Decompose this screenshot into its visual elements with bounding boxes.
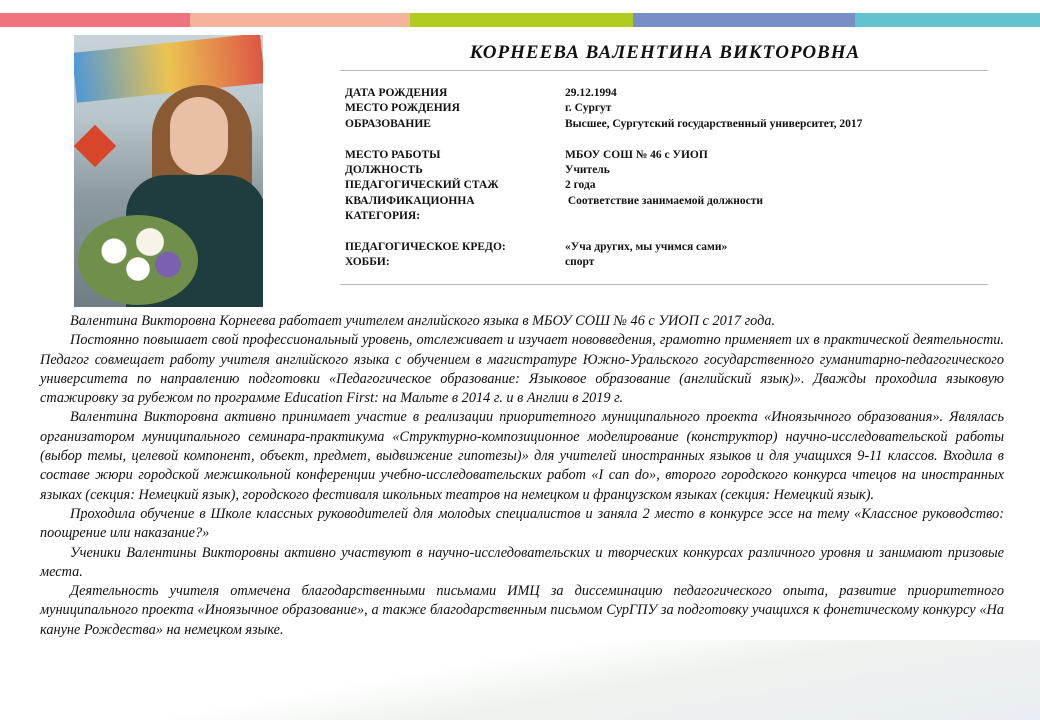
info-row-position xyxy=(345,163,862,178)
info-label: МЕСТО РАБОТЫ xyxy=(345,148,441,161)
color-stripe xyxy=(0,13,1040,27)
info-value: спорт xyxy=(565,256,595,269)
info-label: МЕСТО РОЖДЕНИЯ xyxy=(345,102,460,115)
divider-bottom xyxy=(340,284,988,285)
info-label: КВАЛИФИКАЦИОННА xyxy=(345,194,475,207)
info-label: КАТЕГОРИЯ: xyxy=(345,210,421,223)
divider-top xyxy=(340,70,988,71)
info-row-credo xyxy=(345,240,862,255)
info-value: Учитель xyxy=(565,164,610,177)
info-table xyxy=(345,86,862,271)
background-decoration xyxy=(0,640,1040,720)
info-value: Соответствие занимаемой должности xyxy=(565,194,763,207)
stripe-segment xyxy=(410,13,633,27)
info-row-birthdate xyxy=(345,86,862,101)
stripe-segment xyxy=(633,13,855,27)
bio-paragraph: Проходила обучение в Школе классных руководителей для молодых специалистов и заняла 2 место в конкурсе эссе на тему «Классное руководство: поощрение или наказание?» xyxy=(40,505,1004,542)
info-value: 2 года xyxy=(565,179,596,192)
stripe-segment xyxy=(855,13,1040,27)
info-row-category xyxy=(345,209,862,224)
info-row-birthplace xyxy=(345,101,862,116)
info-label: ПЕДАГОГИЧЕСКИЙ СТАЖ xyxy=(345,179,499,192)
teacher-name: КОРНЕЕВА ВАЛЕНТИНА ВИКТОРОВНА xyxy=(469,42,861,63)
info-value: 29.12.1994 xyxy=(565,87,617,99)
bio-paragraph: Валентина Викторовна Корнеева работает учителем английского языка в МБОУ СОШ № 46 с УИОП с 2017 года. xyxy=(70,313,776,329)
info-label: ДОЛЖНОСТЬ xyxy=(345,164,423,177)
info-row-experience xyxy=(345,178,862,193)
info-row-workplace xyxy=(345,148,862,163)
info-label: ОБРАЗОВАНИЕ xyxy=(345,117,431,130)
bio-paragraph: Валентина Викторовна активно принимает участие в реализации приоритетного муниципального проекта «Иноязычного образования». Являлась организатором муниципального семинара-практикума «Структурно-композиционное моделирование (конструктор) научно-исследовательской работы (выбор темы, целевой компонент, объект, предмет, выдвижение гипотезы)» для учителей иностранных языков и для учащихся 9-11 классов. Входила в составе жюри городской межшкольной конференции учебно-исследовательских работ «I can do», второго городского конкурса чтецов на иностранных языках (секция: Немецкий язык), городского фестиваля школьных театров на немецком и французском языках (секция: Немецкий язык). xyxy=(40,409,1004,503)
biography-text xyxy=(40,312,1004,640)
bio-paragraph: Деятельность учителя отмечена благодарственными письмами ИМЦ за диссеминацию педагогического опыта, развитие приоритетного муниципального проекта «Иноязычное образование», а также благодарственным письмом СурГПУ за подготовку учащихся к фонетическому конкурсу «На кануне Рождества» на немецком языке. xyxy=(40,583,1004,638)
info-row-hobby xyxy=(345,255,862,270)
teacher-photo xyxy=(74,35,263,307)
info-label: ПЕДАГОГИЧЕСКОЕ КРЕДО: xyxy=(345,241,506,254)
info-value: Высшее, Сургутский государственный университет, 2017 xyxy=(565,117,863,130)
stripe-segment xyxy=(0,13,190,27)
info-label: ДАТА РОЖДЕНИЯ xyxy=(345,87,448,99)
info-value: г. Сургут xyxy=(565,102,612,115)
info-label: ХОББИ: xyxy=(345,256,390,269)
stripe-segment xyxy=(190,13,410,27)
bio-paragraph: Ученики Валентины Викторовны активно участвуют в научно-исследовательских и творческих конкурсах различного уровня и занимают призовые места. xyxy=(40,544,1004,580)
info-row-qualification xyxy=(345,194,862,209)
info-row-education xyxy=(345,117,862,132)
bio-paragraph: Постоянно повышает свой профессиональный уровень, отслеживает и изучает нововведения, грамотно применяет их в практической деятельности. Педагог совмещает работу учителя английского языка с обучением в магистратуре Южно-Уральского государственного гуманитарно-педагогического университета по направлению подготовки «Педагогическое образование: Языковое образование (английский язык)». Дважды проходила языковую стажировку за рубежом по программе Education First: на Мальте в 2014 г. и в Англии в 2019 г. xyxy=(40,332,1004,407)
info-value: «Уча других, мы учимся сами» xyxy=(565,241,728,254)
info-value: МБОУ СОШ № 46 с УИОП xyxy=(565,148,708,161)
